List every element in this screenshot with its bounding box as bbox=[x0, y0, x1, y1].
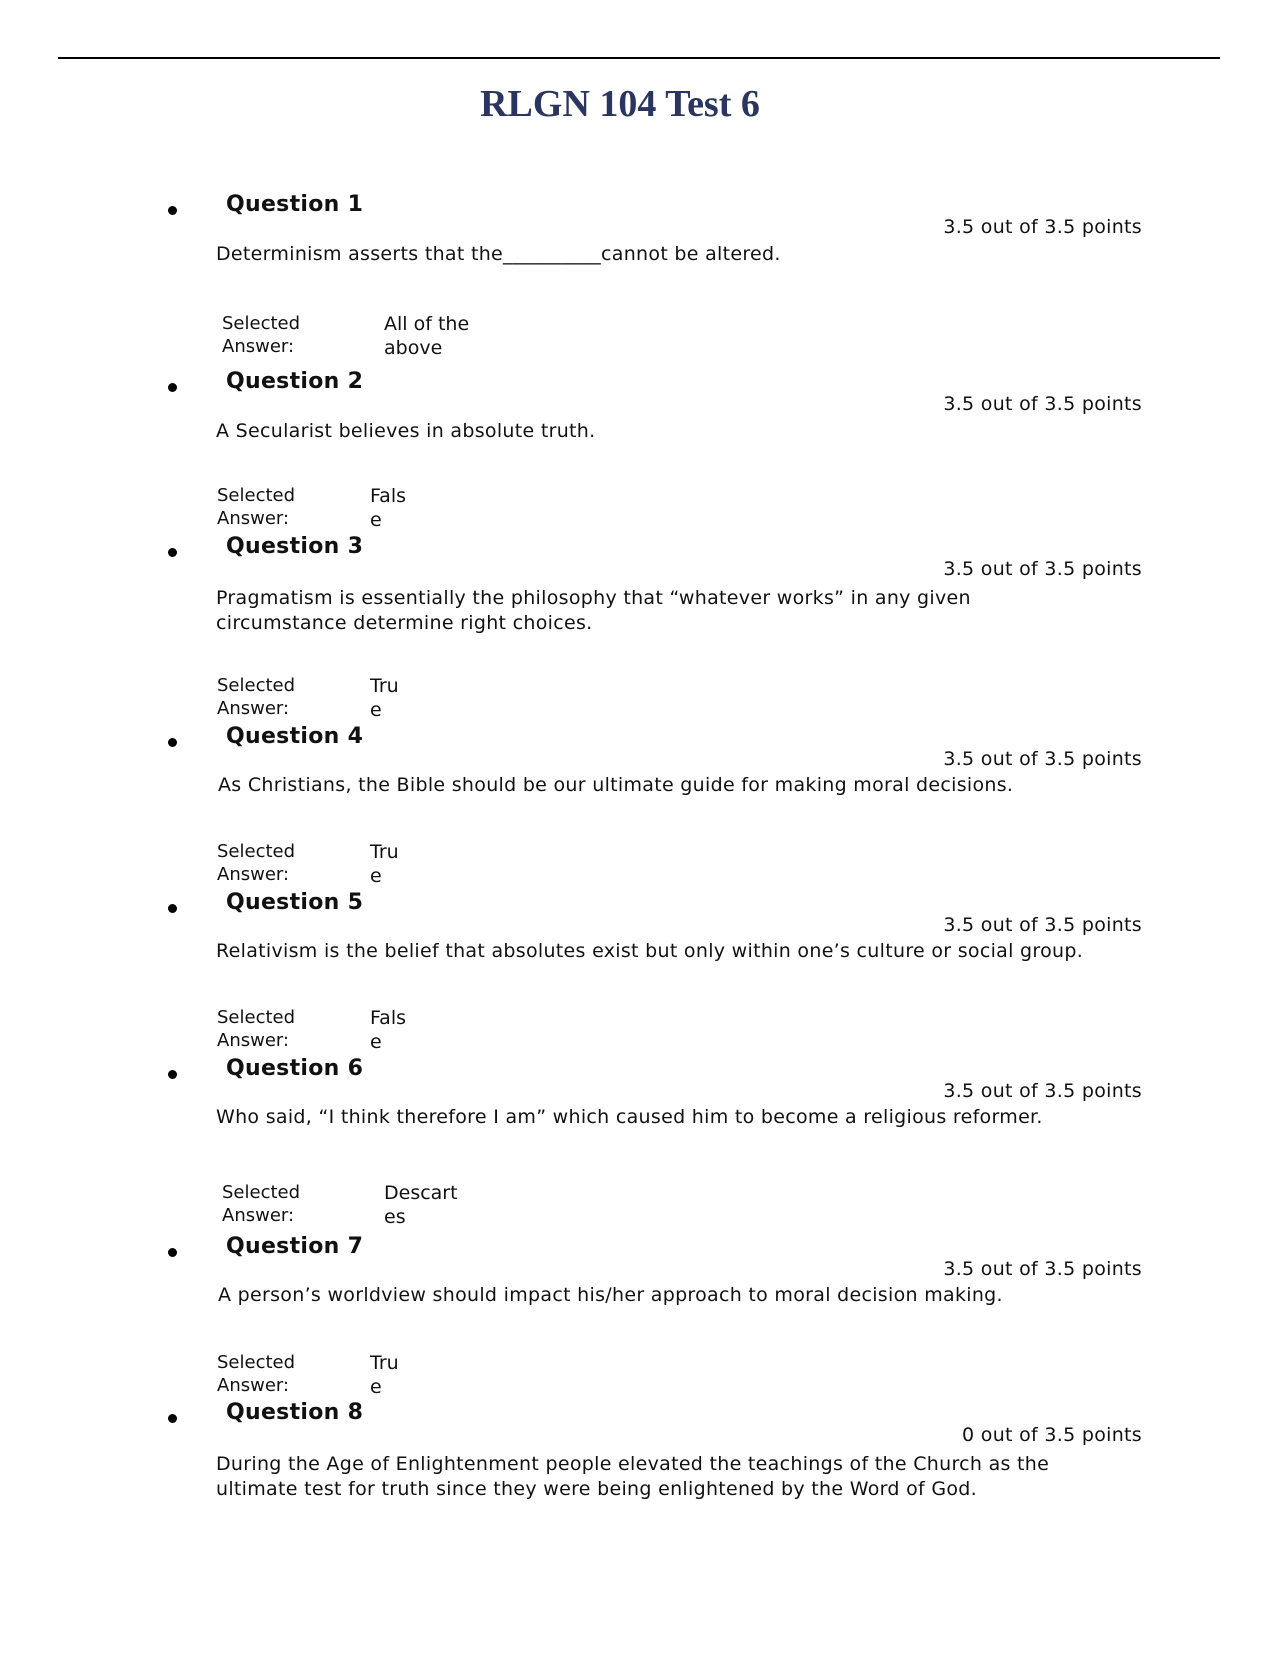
bullet-icon bbox=[168, 904, 177, 913]
question-text: Who said, “I think therefore I am” which caused him to become a religious reformer. bbox=[216, 1106, 1043, 1128]
question-heading: Question 8 bbox=[226, 1400, 364, 1425]
question-heading: Question 1 bbox=[226, 192, 364, 217]
top-rule bbox=[58, 57, 1220, 59]
question-heading: Question 4 bbox=[226, 724, 364, 749]
points-score: 3.5 out of 3.5 points bbox=[943, 393, 1142, 415]
points-score: 3.5 out of 3.5 points bbox=[943, 558, 1142, 580]
question-text: During the Age of Enlightenment people elevated the teachings of the Church as the ultimate test for truth since they were being enlightened by the Word of God. bbox=[216, 1453, 1050, 1500]
page-title: RLGN 104 Test 6 bbox=[480, 83, 760, 125]
question-text: As Christians, the Bible should be our ultimate guide for making moral decisions. bbox=[218, 774, 1014, 796]
bullet-icon bbox=[168, 206, 177, 215]
selected-answer-value: Descart es bbox=[384, 1182, 458, 1228]
bullet-icon bbox=[168, 383, 177, 392]
points-score: 3.5 out of 3.5 points bbox=[943, 748, 1142, 770]
selected-answer-label: Selected Answer: bbox=[217, 841, 296, 885]
question-heading: Question 2 bbox=[226, 369, 364, 394]
selected-answer-value: Fals e bbox=[370, 1007, 407, 1053]
selected-answer-label: Selected Answer: bbox=[217, 485, 296, 529]
selected-answer-value: Fals e bbox=[370, 485, 407, 531]
question-text: A person’s worldview should impact his/her approach to moral decision making. bbox=[218, 1284, 1003, 1306]
selected-answer-value: All of the above bbox=[384, 313, 470, 359]
question-heading: Question 7 bbox=[226, 1234, 364, 1259]
points-score: 3.5 out of 3.5 points bbox=[943, 1080, 1142, 1102]
selected-answer-label: Selected Answer: bbox=[217, 1007, 296, 1051]
bullet-icon bbox=[168, 548, 177, 557]
selected-answer-label: Selected Answer: bbox=[222, 1182, 301, 1226]
question-text: Relativism is the belief that absolutes exist but only within one’s culture or social group. bbox=[216, 940, 1084, 962]
bullet-icon bbox=[168, 738, 177, 747]
question-text: Pragmatism is essentially the philosophy that “whatever works” in any given circumstance determine right choices. bbox=[216, 587, 971, 634]
bullet-icon bbox=[168, 1414, 177, 1423]
bullet-icon bbox=[168, 1248, 177, 1257]
question-text: Determinism asserts that the__________cannot be altered. bbox=[216, 243, 781, 265]
selected-answer-value: Tru e bbox=[370, 841, 399, 887]
question-heading: Question 3 bbox=[226, 534, 364, 559]
bullet-icon bbox=[168, 1070, 177, 1079]
points-score: 3.5 out of 3.5 points bbox=[943, 1258, 1142, 1280]
points-score: 3.5 out of 3.5 points bbox=[943, 216, 1142, 238]
selected-answer-label: Selected Answer: bbox=[217, 1352, 296, 1396]
points-score: 0 out of 3.5 points bbox=[962, 1424, 1142, 1446]
question-text: A Secularist believes in absolute truth. bbox=[216, 420, 596, 442]
selected-answer-value: Tru e bbox=[370, 675, 399, 721]
points-score: 3.5 out of 3.5 points bbox=[943, 914, 1142, 936]
question-heading: Question 6 bbox=[226, 1056, 364, 1081]
question-heading: Question 5 bbox=[226, 890, 364, 915]
selected-answer-label: Selected Answer: bbox=[217, 675, 296, 719]
selected-answer-value: Tru e bbox=[370, 1352, 399, 1398]
selected-answer-label: Selected Answer: bbox=[222, 313, 301, 357]
